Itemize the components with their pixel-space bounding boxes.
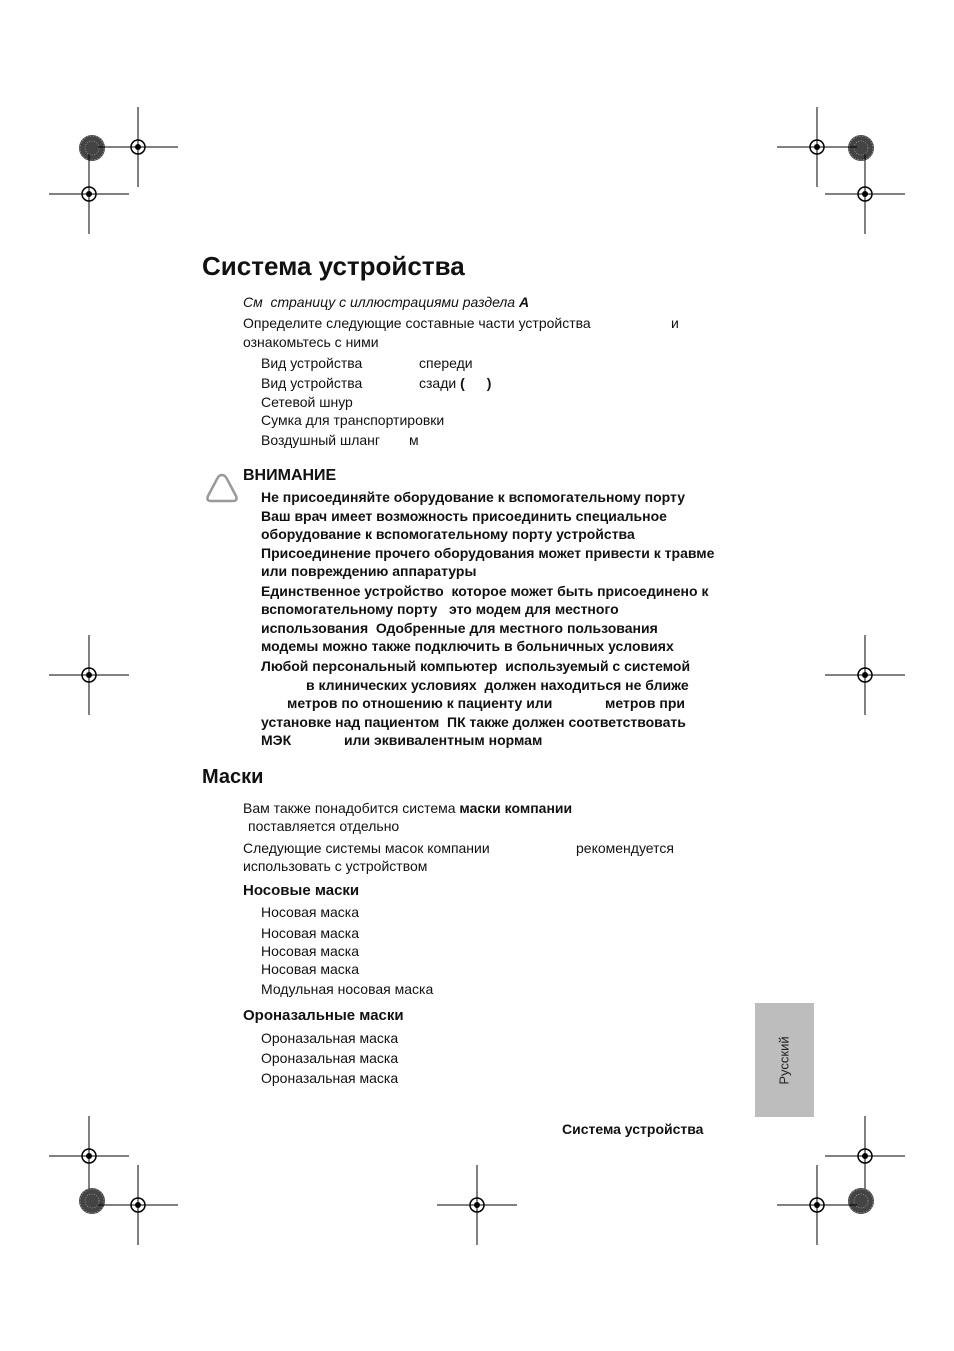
nasal-mask-item: Носовая маска (261, 925, 360, 941)
masks-need-plain: Вам также понадобится система (243, 800, 456, 816)
crosshair-icon (825, 1116, 905, 1196)
oronasal-mask-item: Ороназальная маска (261, 1070, 399, 1086)
warning-line: или эквивалентным нормам (344, 732, 543, 748)
component-detail: м (409, 432, 419, 448)
masks-rec-word: рекомендуется (576, 840, 674, 856)
language-tab-label: Русский (777, 1035, 792, 1085)
crosshair-icon (777, 107, 857, 187)
oronasal-mask-item: Ороназальная маска (261, 1050, 399, 1066)
star-target-icon (848, 1188, 874, 1214)
crosshair-icon (825, 635, 905, 715)
paren-close: ) (486, 375, 492, 391)
see-prefix: См (243, 294, 263, 310)
warning-line: метров по отношению к пациенту или (287, 695, 553, 711)
masks-need-text (243, 800, 572, 816)
crosshair-icon (98, 1165, 178, 1245)
warning-line: модемы можно также подключить в больничных условиях (261, 638, 674, 654)
warning-line: Не присоединяйте оборудование к вспомогательному порту (261, 489, 686, 505)
masks-need-bold: маски компании (459, 800, 573, 816)
component-item: Вид устройства (261, 355, 363, 371)
masks-rec-line-1: Следующие системы масок компании (243, 840, 490, 856)
warning-line: вспомогательному порту это модем для местного (261, 601, 619, 617)
crosshair-icon (49, 1116, 129, 1196)
warning-line: оборудование к вспомогательному порту устройства (261, 526, 635, 542)
footer-section-title: Система устройства (562, 1121, 704, 1137)
identify-line-1: Определите следующие составные части устройства (243, 315, 591, 331)
component-item: Сетевой шнур (261, 394, 353, 410)
warning-line: Любой персональный компьютер используемый с системой (261, 658, 691, 674)
nasal-mask-item: Носовая маска (261, 961, 360, 977)
paren-open: ( (460, 375, 465, 391)
nasal-mask-item: Носовая маска (261, 904, 360, 920)
identify-line-2: ознакомьтесь с ними (243, 334, 379, 350)
section-letter: A (518, 294, 530, 310)
component-detail: спереди (419, 355, 473, 371)
warning-triangle-icon (205, 472, 239, 504)
component-item: Сумка для транспортировки (261, 412, 445, 428)
component-item: Воздушный шланг (261, 432, 381, 448)
warning-line: Присоединение прочего оборудования может привести к травме (261, 545, 715, 561)
language-tab (755, 1003, 814, 1117)
component-detail (419, 375, 491, 391)
component-detail-text: сзади (419, 375, 457, 391)
oronasal-masks-heading: Ороназальные маски (243, 1007, 404, 1024)
crosshair-icon (49, 154, 129, 234)
page-title: Система устройства (202, 251, 465, 281)
identify-and: и (671, 315, 679, 331)
warning-line: или повреждению аппаратуры (261, 563, 477, 579)
masks-heading: Маски (202, 766, 264, 788)
masks-rec-line-2: использовать с устройством (243, 858, 428, 874)
warning-line: МЭК (261, 732, 292, 748)
crosshair-icon (825, 154, 905, 234)
nasal-mask-item: Носовая маска (261, 943, 360, 959)
crosshair-icon (777, 1165, 857, 1245)
warning-line: метров при (605, 695, 686, 711)
crosshair-icon (98, 107, 178, 187)
crosshair-icon (437, 1165, 517, 1245)
warning-line: в клинических условиях должен находиться не ближе (306, 677, 689, 693)
crosshair-icon (49, 635, 129, 715)
see-text: страницу с иллюстрациями раздела (270, 294, 516, 310)
star-target-icon (848, 135, 874, 161)
star-target-icon (79, 135, 105, 161)
masks-need-line-2: поставляется отдельно (248, 818, 400, 834)
oronasal-mask-item: Ороназальная маска (261, 1030, 399, 1046)
warning-line: Единственное устройство которое может быть присоединено к (261, 583, 709, 599)
warning-line: использования Одобренные для местного пользования (261, 620, 658, 636)
component-item: Вид устройства (261, 375, 363, 391)
warning-line: Ваш врач имеет возможность присоединить специальное (261, 508, 667, 524)
see-illustration-note (243, 294, 529, 310)
warning-line: установке над пациентом ПК также должен соответствовать (261, 714, 686, 730)
nasal-mask-item: Модульная носовая маска (261, 981, 434, 997)
star-target-icon (79, 1188, 105, 1214)
nasal-masks-heading: Носовые маски (243, 882, 360, 899)
warning-heading: ВНИМАНИЕ (243, 467, 337, 484)
